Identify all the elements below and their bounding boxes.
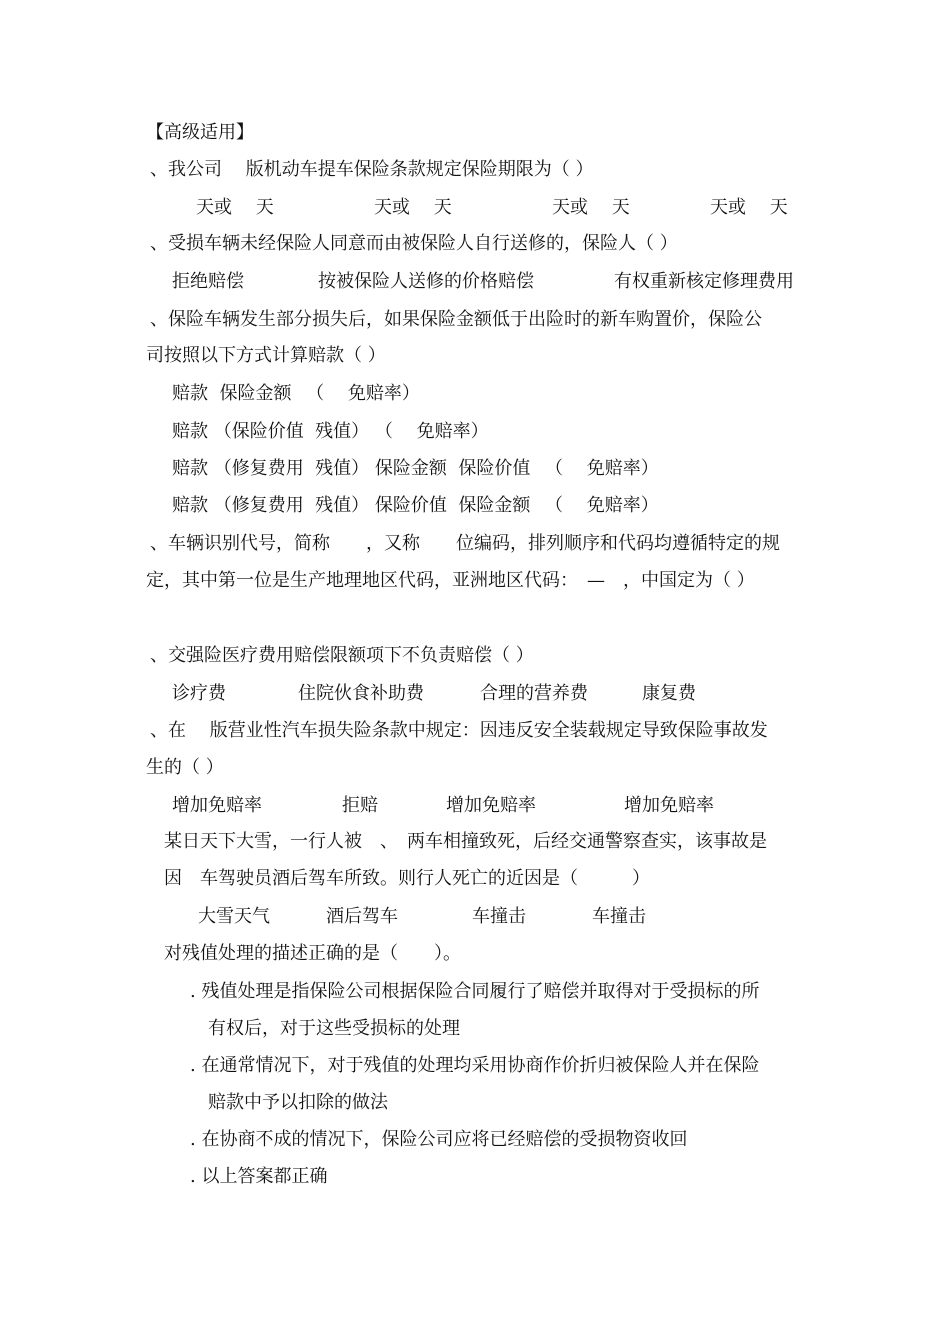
question-5-text: 、交强险医疗费用赔偿限额项下不负责赔偿（ ） (150, 645, 534, 666)
question-7-option-a: 大雪天气 (198, 906, 270, 927)
question-6-option-a: 增加免赔率 (172, 795, 262, 816)
question-2-text: 、受损车辆未经保险人同意而由被保险人自行送修的，保险人（ ） (150, 233, 678, 254)
question-1-option-d: 天或 天 (710, 197, 788, 218)
question-8-option-b-line-1: . 在通常情况下，对于残值的处理均采用协商作价折归被保险人并在保险 (190, 1055, 760, 1076)
question-3-text-line-1: 、保险车辆发生部分损失后，如果保险金额低于出险时的新车购置价，保险公 (150, 309, 762, 330)
question-5-option-b: 住院伙食补助费 (298, 683, 424, 704)
question-8-option-a-line-2: 有权后，对于这些受损标的处理 (208, 1018, 460, 1039)
question-6-text-line-1: 、在 版营业性汽车损失险条款中规定：因违反安全装载规定导致保险事故发 (150, 720, 768, 741)
question-7-option-b: 酒后驾车 (326, 906, 398, 927)
question-1-option-c: 天或 天 (552, 197, 630, 218)
question-6-text-line-2: 生的（ ） (146, 757, 224, 778)
question-1-option-b: 天或 天 (374, 197, 452, 218)
question-7-option-d: 车撞击 (592, 906, 646, 927)
question-2-option-a: 拒绝赔偿 (172, 271, 244, 292)
question-3-option-a: 赔款 保险金额 （ 免赔率） (172, 383, 420, 404)
question-6-option-b: 拒赔 (342, 795, 378, 816)
question-8-text: 对残值处理的描述正确的是（ ）。 (164, 943, 461, 964)
question-7-option-c: 车撞击 (472, 906, 526, 927)
question-7-text-line-2: 因 车驾驶员酒后驾车所致。则行人死亡的近因是（ ） (164, 868, 650, 889)
question-5-option-c: 合理的营养费 (480, 683, 588, 704)
question-3-option-b: 赔款 （保险价值 残值） （ 免赔率） (172, 421, 489, 442)
question-8-option-b-line-2: 赔款中予以扣除的做法 (208, 1092, 388, 1113)
question-1-text: 、我公司 版机动车提车保险条款规定保险期限为（ ） (150, 159, 594, 180)
question-8-option-c: . 在协商不成的情况下，保险公司应将已经赔偿的受损物资收回 (190, 1129, 688, 1150)
question-7-text-line-1: 某日天下大雪，一行人被 、 两车相撞致死，后经交通警察查实，该事故是 (164, 831, 767, 852)
section-title: 【高级适用】 (146, 122, 254, 143)
question-2-option-c: 有权重新核定修理费用 (614, 271, 794, 292)
question-4-text-line-1: 、车辆识别代号，简称 ，又称 位编码，排列顺序和代码均遵循特定的规 (150, 533, 780, 554)
question-6-option-d: 增加免赔率 (624, 795, 714, 816)
question-1-option-a: 天或 天 (196, 197, 274, 218)
question-5-option-d: 康复费 (642, 683, 696, 704)
question-6-option-c: 增加免赔率 (446, 795, 536, 816)
question-3-option-d: 赔款 （修复费用 残值） 保险价值 保险金额 （ 免赔率） (172, 495, 659, 516)
question-5-option-a: 诊疗费 (172, 683, 226, 704)
question-8-option-d: . 以上答案都正确 (190, 1166, 328, 1187)
question-3-text-line-2: 司按照以下方式计算赔款（ ） (146, 345, 386, 366)
question-8-option-a-line-1: . 残值处理是指保险公司根据保险合同履行了赔偿并取得对于受损标的所 (190, 981, 760, 1002)
question-3-option-c: 赔款 （修复费用 残值） 保险金额 保险价值 （ 免赔率） (172, 458, 659, 479)
question-4-text-line-2: 定，其中第一位是生产地理地区代码，亚洲地区代码： — ，中国定为（ ） (146, 570, 755, 591)
question-2-option-b: 按被保险人送修的价格赔偿 (318, 271, 534, 292)
